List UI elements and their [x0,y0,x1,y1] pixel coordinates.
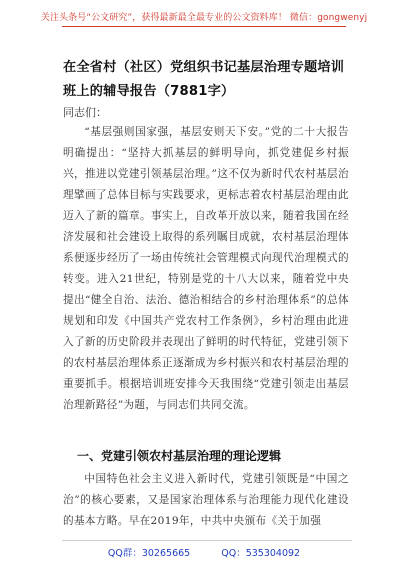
footer-qq: QQ：535304092 [221,548,301,559]
paragraph-intro: “基层强则国家强，基层安则天下安。”党的二十大报告明确提出：“坚持大抓基层的鲜明导向，抓党建促乡村振兴，推进以党建引领基层治理。”这不仅为新时代农村基层治理擘画了总体目标与实践要求，更标志着农村基层治理由此迈入了新的篇章。事实上，自改革开放以来，随着我国在经济发展和社会建设上取得的系列瞩目成就，农村基层治理体系便逐步经历了一场由传统社会管理模式向现代治理模式的转变。进入21世纪，特别是党的十八大以来，随着党中央提出“健全自治、法治、德治相结合的乡村治理体系”的总体规划和印发《中国共产党农村工作条例》，乡村治理由此进入了新的历史阶段并表现出了鲜明的时代特征，党建引领下的农村基层治理体系正逐渐成为乡村振兴和农村基层治理的重要抓手。根据培训班安排今天我围绕“党建引领走出基层治理新路径”为题，与同志们共同交流。 [63,126,349,411]
paragraph-theory: 中国特色社会主义进入新时代，党建引领既是“中国之治”的核心要素，又是国家治理体系与治理能力现代化建设的基本方略。早在2019年，中共中央颁布《关于加强 [63,473,349,527]
header-divider [62,26,346,27]
document-title: 在全省村（社区）党组织书记基层治理专题培训班上的辅导报告（7881字） [63,60,345,99]
footer-divider [62,540,352,541]
footer [0,545,408,559]
footer-qq-group: QQ群：30265665 [107,548,191,559]
header-banner: 关注头条号“公文研究”，获得最新最全最专业的公文资料库！ 微信：gongwenyj [40,13,368,23]
salutation: 同志们： [63,106,107,119]
section-heading: 一、党建引领农村基层治理的理论逻辑 [77,449,282,463]
